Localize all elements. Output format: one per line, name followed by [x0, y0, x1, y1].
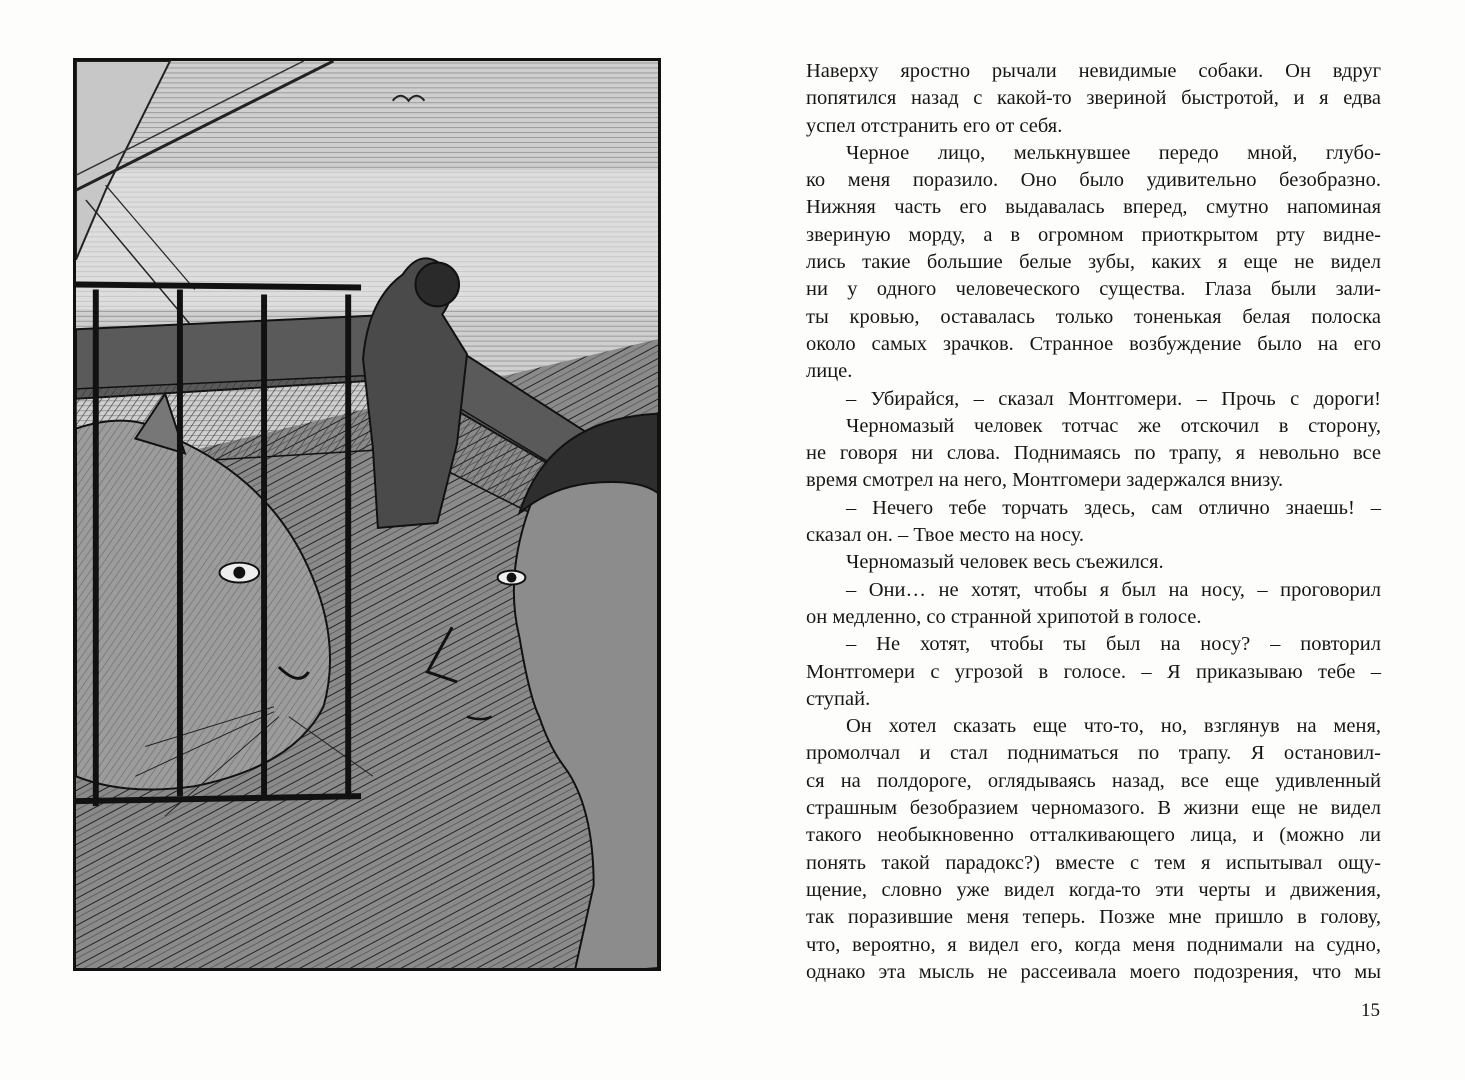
text-line: – Они… не хотят, чтобы я был на носу, – проговорил	[846, 578, 1381, 601]
text-line: что, вероятно, я видел его, когда меня поднимали на судно,	[806, 933, 1381, 956]
text-line: время смотрел на него, Монтгомери задержался внизу.	[806, 469, 1284, 492]
text-line: Нижняя часть его выдавалась вперед, смутно напоминая	[806, 196, 1381, 219]
text-line: около самых зрачков. Странное возбуждение было на его	[806, 332, 1381, 355]
text-line: так поразившие меня теперь. Позже мне пришло в голову,	[806, 906, 1381, 929]
text-line: лись такие большие белые зубы, каких я еще не видел	[806, 251, 1381, 274]
text-line: Он хотел сказать еще что-то, но, взглянув на меня,	[846, 715, 1381, 738]
text-line: такого необыкновенно отталкивающего лица, и (можно ли	[806, 824, 1381, 847]
engraving-illustration	[76, 61, 658, 968]
text-line: Наверху яростно рычали невидимые собаки. Он вдруг	[806, 60, 1381, 82]
text-line: промолчал и стал подниматься по трапу. Я остановил-	[806, 742, 1381, 765]
text-line: щение, словно уже видел когда-то эти черты и движения,	[806, 878, 1381, 901]
text-line: ни у одного человеческого существа. Глаза были зали-	[806, 278, 1381, 301]
text-line: ся на полдороге, оглядываясь назад, все еще удивленный	[806, 769, 1381, 792]
text-line: ступай.	[806, 687, 871, 710]
text-line: сказал он. – Твое место на носу.	[806, 524, 1085, 547]
illustration	[73, 58, 661, 971]
text-line: не говоря ни слова. Поднимаясь по трапу, я невольно все	[806, 442, 1381, 465]
text-column	[806, 58, 1381, 988]
text-line: страшным безобразием черномазого. В жизни еще не видел	[806, 797, 1381, 820]
text-line: Черное лицо, мелькнувшее передо мной, глубо-	[846, 141, 1381, 164]
text-line: – Нечего тебе торчать здесь, сам отлично знаешь! –	[846, 496, 1381, 519]
page-number: 15	[1361, 1000, 1380, 1021]
text-line: ко меня поразило. Оно было удивительно безобразно.	[806, 169, 1381, 192]
text-line: – Не хотят, чтобы ты был на носу? – повторил	[846, 633, 1381, 656]
text-line: – Убирайся, – сказал Монтгомери. – Прочь с дороги!	[846, 387, 1381, 410]
text-line: Черномазый человек тотчас же отскочил в сторону,	[846, 414, 1381, 437]
text-line: он медленно, со странной хрипотой в голосе.	[806, 605, 1202, 628]
text-line: Черномазый человек весь съежился.	[846, 551, 1164, 574]
text-line: понять такой парадокс?) вместе с тем я испытывал ощу-	[806, 851, 1381, 874]
text-line: звериную морду, а в огромном приоткрытом рту видне-	[806, 223, 1381, 246]
text-line: однако эта мысль не рассеивала моего подозрения, что мы	[806, 960, 1381, 983]
text-line: ты кровью, оставалась только тоненькая белая полоска	[806, 305, 1381, 328]
text-line: лице.	[806, 360, 853, 383]
text-line: Монтгомери с угрозой в голосе. – Я приказываю тебе –	[806, 660, 1381, 683]
text-line: успел отстранить его от себя.	[806, 114, 1063, 137]
text-line: попятился назад с какой-то звериной быстротой, и я едва	[806, 87, 1381, 110]
